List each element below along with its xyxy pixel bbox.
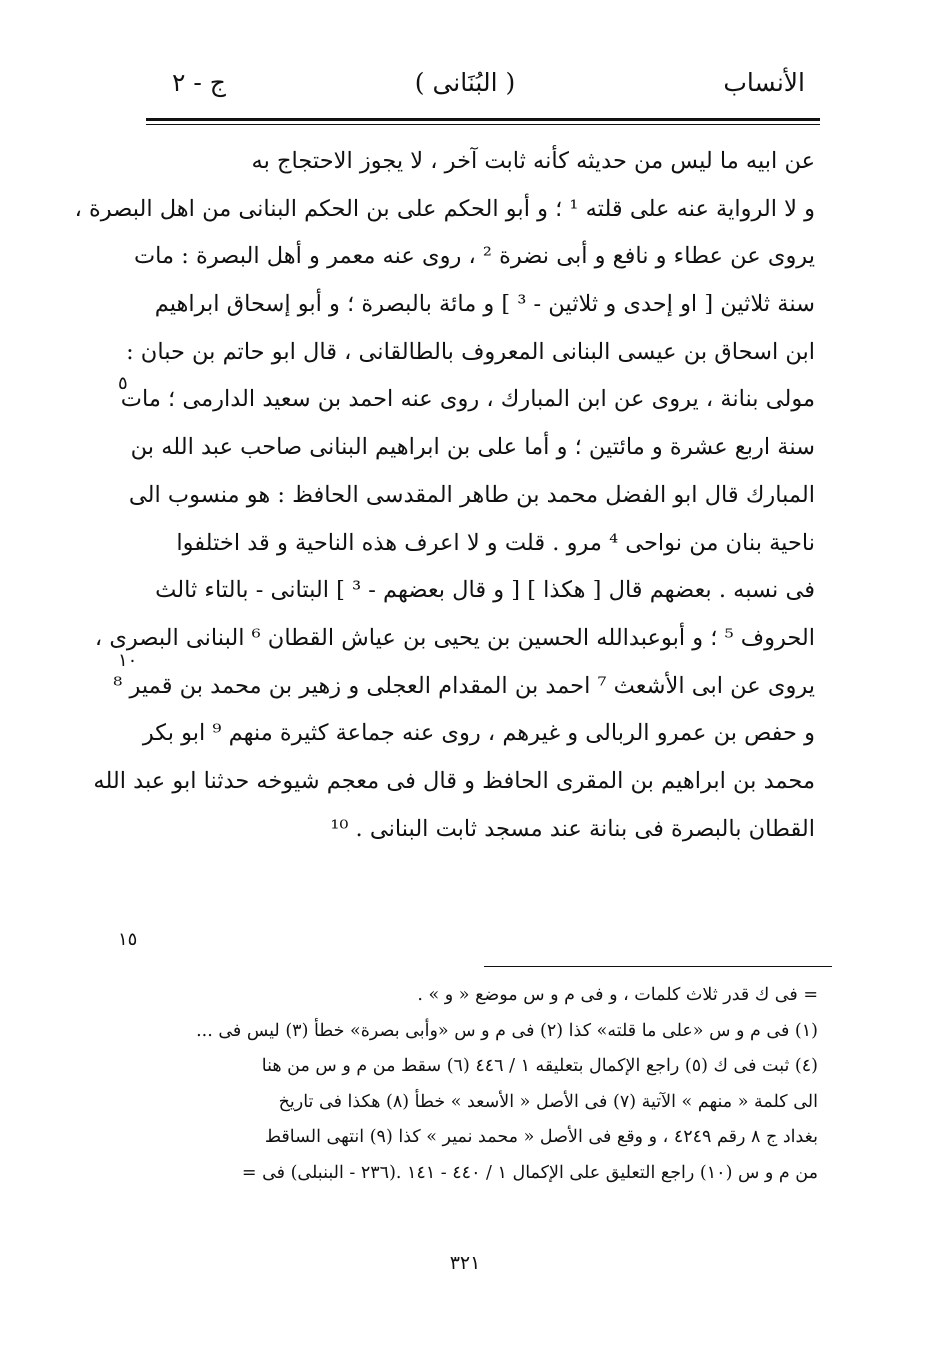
running-header-volume: ج - ٢ [172,68,226,97]
text-line: الحروف ⁵ ؛ و أبوعبدالله الحسين بن يحيى بن عياش القطان ⁶ البنانى البصرى ، [94,624,815,651]
text-line: يروى عن عطاء و نافع و أبى نضرة ² ، روى عنه معمر و أهل البصرة : مات [134,243,815,270]
header-rule-thick [146,118,820,121]
running-header-title: الأنساب [723,68,805,97]
footnotes [150,978,818,1191]
footnote-line: = فى ك قدر ثلاث كلمات ، و فى م و س موضع « و » . [417,985,818,1005]
text-line: ابن اسحاق بن عيسى البنانى المعروف بالطالقانى ، قال ابو حاتم بن حبان : [126,338,815,365]
footnote-line: الى كلمة « منهم » الآتية (٧) فى الأصل « الأسعد » خطأ (٨) هكذا فى تاريخ [278,1091,818,1112]
text-line: يروى عن ابى الأشعث ⁷ احمد بن المقدام العجلى و زهير بن محمد بن قمير ⁸ [113,672,815,699]
text-line: القطان بالبصرة فى بنانة عند مسجد ثابت البنانى . ¹⁰ [330,815,815,842]
footnote-line: من م و س (١٠) راجع التعليق على الإكمال ١ / ٤٤٠ - ١٤١ .(٢٣٦ - البنبلى) فى = [241,1162,818,1183]
text-line: ناحية بنان من نواحى ⁴ مرو . قلت و لا اعرف هذه الناحية و قد اختلفوا [176,529,815,556]
text-line: محمد بن ابراهيم بن المقرى الحافظ و قال فى معجم شيوخه حدثنا ابو عبد الله [93,767,815,794]
text-line: سنة ثلاثين [ او إحدى و ثلاثين - ³ ] و مائة بالبصرة ؛ و أبو إسحاق ابراهيم [154,291,815,318]
text-line: مولى بنانة ، يروى عن ابن المبارك ، روى عنه احمد بن سعيد الدارمى ؛ مات [120,386,815,413]
footnote-line: (٤) ثبت فى ك (٥) راجع الإكمال بتعليقه ١ / ٤٤٦ (٦) سقط من م و س من هنا [261,1056,818,1076]
text-line: فى نسبه . بعضهم قال [ هكذا ] [ و قال بعضهم - ³ ] البتانى - بالتاء ثالث [155,577,815,604]
text-line: و لا الرواية عنه على قلته ¹ ؛ و أبو الحكم على بن الحكم البنانى من اهل البصرة ، [74,195,815,222]
text-line: و حفص بن عمرو الربالى و غيرهم ، روى عنه جماعة كثيرة منهم ⁹ ابو بكر [142,720,815,747]
line-number-5: ٥ [118,373,128,394]
text-line: عن ابيه ما ليس من حديثه كأنه ثابت آخر ، لا يجوز الاحتجاج به [251,148,815,174]
text-line: المبارك قال ابو الفضل محمد بن طاهر المقدسى الحافظ : هو منسوب الى [128,481,815,508]
running-header-entry: ( البُنَانى ) [414,68,516,97]
footnote-line: بغداد ج ٨ رقم ٤٢٤٩ ، و وقع فى الأصل « محمد نمير » كذا (٩) انتهى الساقط [264,1127,818,1147]
line-number-15: ١٥ [118,929,138,950]
text-line: سنة اربع عشرة و مائتين ؛ و أما على بن ابراهيم البنانى صاحب عبد الله بن [130,434,815,461]
footnote-line: (١) فى م و س «على ما قلته» كذا (٢) فى م و س «وأبى بصرة» خطأ (٣) ليس فى ... [196,1020,818,1041]
line-number-10: ١٠ [118,650,138,671]
footnote-rule [484,966,832,967]
header-rule-thin [146,124,820,125]
page-number: ٣٢١ [449,1252,481,1274]
